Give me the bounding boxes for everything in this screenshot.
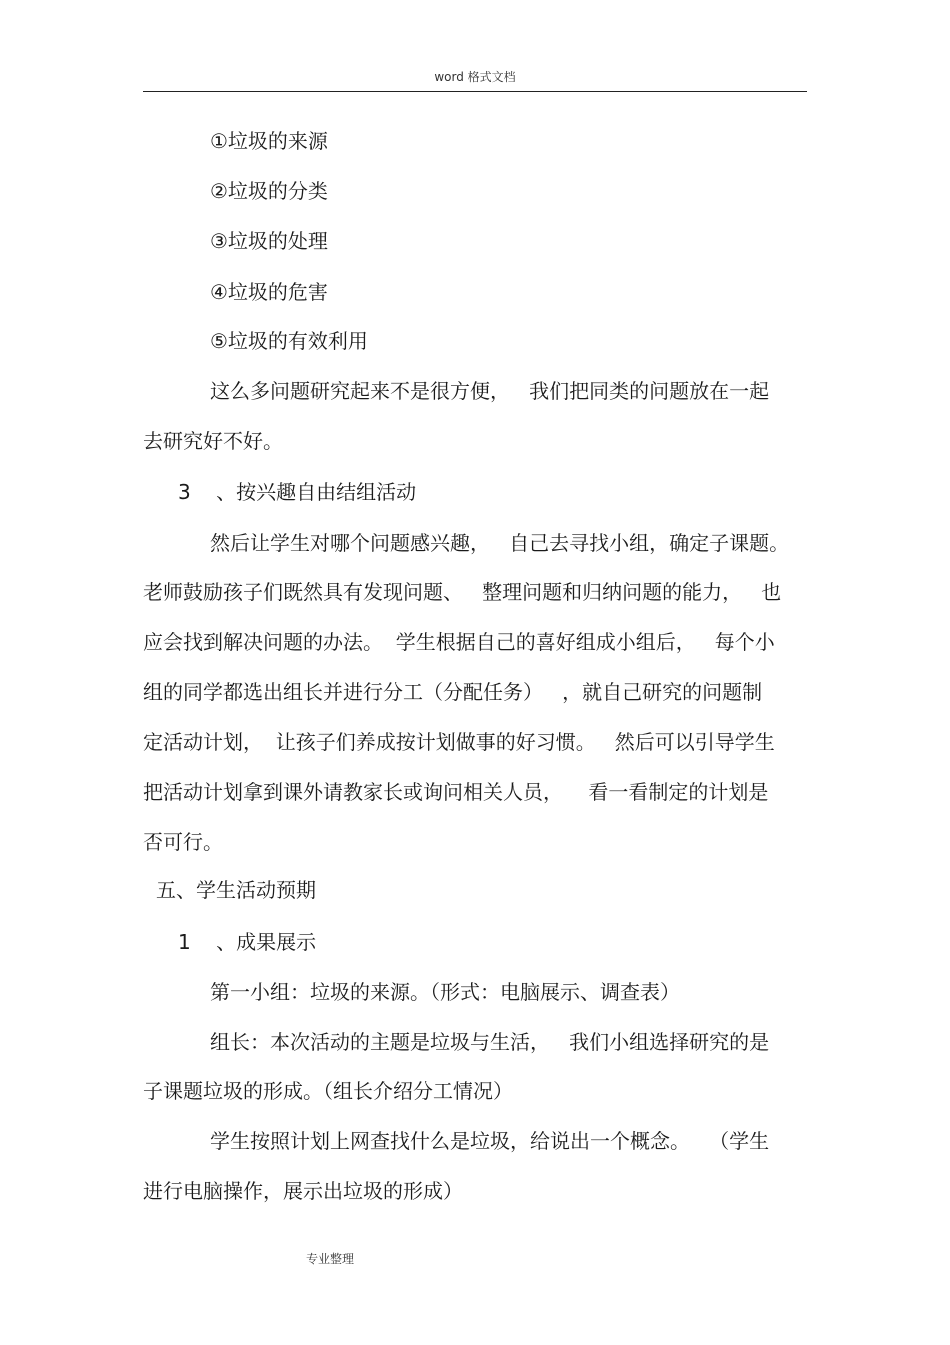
- section-heading-grouping: 3 、按兴趣自由结组活动: [178, 480, 417, 504]
- page-footer: 专业整理: [306, 1252, 355, 1266]
- list-item-utilization: ⑤垃圾的有效利用: [210, 329, 368, 353]
- list-item-harm: ④垃圾的危害: [210, 280, 328, 304]
- page-header: word 格式文档: [434, 70, 516, 84]
- paragraph-line: 组长：本次活动的主题是垃圾与生活， 我们小组选择研究的是: [210, 1030, 770, 1054]
- paragraph-line: 这么多问题研究起来不是很方便， 我们把同类的问题放在一起: [210, 379, 770, 403]
- paragraph-line: 去研究好不好。: [143, 429, 283, 453]
- paragraph-line: 组的同学都选出组长并进行分工（分配任务） ，就自己研究的问题制: [143, 680, 763, 704]
- list-item-processing: ③垃圾的处理: [210, 229, 328, 253]
- paragraph-line: 应会找到解决问题的办法。 学生根据自己的喜好组成小组后， 每个小: [143, 630, 775, 654]
- header-divider: [143, 91, 807, 92]
- paragraph-line: 子课题垃圾的形成。（组长介绍分工情况）: [143, 1079, 513, 1103]
- list-item-source: ①垃圾的来源: [210, 129, 328, 153]
- paragraph-line: 定活动计划， 让孩子们养成按计划做事的好习惯。 然后可以引导学生: [143, 730, 775, 754]
- paragraph-line: 第一小组：垃圾的来源。（形式：电脑展示、调查表）: [210, 980, 680, 1004]
- list-item-classification: ②垃圾的分类: [210, 179, 328, 203]
- paragraph-line: 老师鼓励孩子们既然具有发现问题、 整理问题和归纳问题的能力， 也: [143, 580, 782, 604]
- paragraph-line: 把活动计划拿到课外请教家长或询问相关人员， 看一看制定的计划是: [143, 780, 769, 804]
- paragraph-line: 学生按照计划上网查找什么是垃圾，给说出一个概念。 （学生: [210, 1129, 770, 1153]
- paragraph-line: 进行电脑操作，展示出垃圾的形成）: [143, 1179, 463, 1203]
- paragraph-line: 否可行。: [143, 830, 223, 854]
- section-heading-expectations: 五、学生活动预期: [156, 878, 316, 902]
- section-heading-results: 1 、成果展示: [178, 930, 317, 954]
- paragraph-line: 然后让学生对哪个问题感兴趣， 自己去寻找小组，确定子课题。: [210, 531, 790, 555]
